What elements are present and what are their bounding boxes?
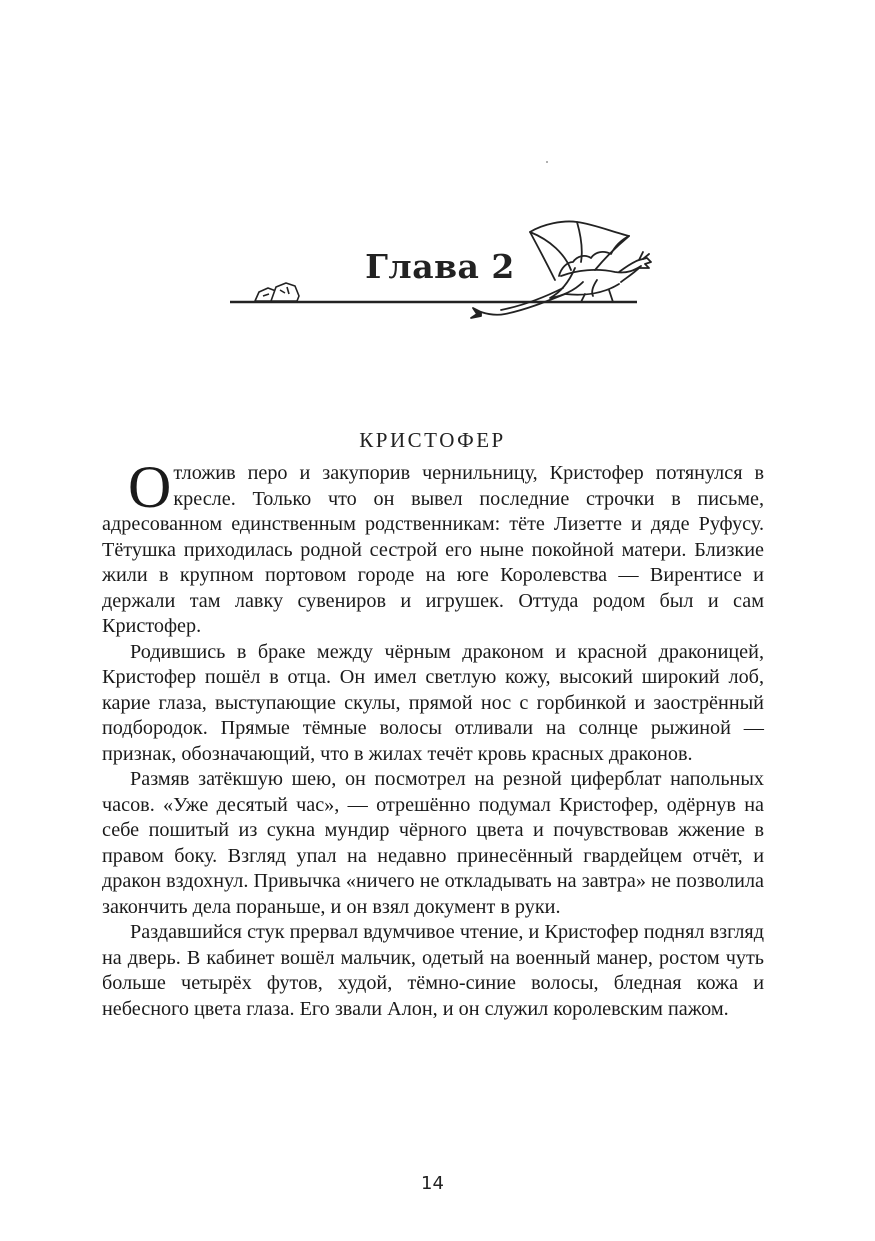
body-text [102, 454, 764, 1022]
stray-dot [546, 161, 548, 163]
chapter-character-heading: КРИСТОФЕР [359, 428, 506, 452]
drop-cap: О [128, 454, 172, 520]
paragraph: Раздавшийся стук прервал вдумчивое чтение, и Кристофер поднял взгляд на дверь. В кабинет вошёл мальчик, одетый на военный манер, ростом чуть больше четырёх футов, худой, тёмно-синие волосы, бледная кожа и небесного цвета глаза. Его звали Алон, и он служил королевским пажом. [102, 921, 764, 1020]
paragraph [102, 454, 764, 640]
paragraph-text: тложив перо и закупорив чернильницу, Кристофер потянулся в кресле. Только что он вывел последние строчки в письме, адресованном единственным родственникам: тёте Лизетте и дяде Руфусу. Тётушка приходилась родной сестрой его ныне покойной матери. Близкие жили в крупном портовом городе на юге Королевства — Вирентисе и держали там лавку сувениров и игрушек. Оттуда родом был и сам Кристофер. [102, 462, 764, 637]
paragraph: Размяв затёкшую шею, он посмотрел на резной циферблат напольных часов. «Уже десятый час», — отрешённо подумал Кристофер, одёрнув на себе пошитый из сукна мундир чёрного цвета и почувствовав жжение в правом боку. Взгляд упал на недавно принесённый гвардейцем отчёт, и дракон вздохнул. Привычка «ничего не откладывать на завтра» не позволила закончить дела пораньше, и он взял документ в руки. [102, 768, 764, 918]
chapter-title: Глава 2 [365, 247, 515, 286]
page-number: 14 [421, 1173, 444, 1194]
paragraph: Родившись в браке между чёрным драконом и красной драконицей, Кристофер пошёл в отца. Он имел светлую кожу, высокий широкий лоб, карие глаза, выступающие скулы, прямой нос с горбинкой и заострённый подбородок. Прямые тёмные волосы отливали на солнце рыжиной — признак, обозначающий, что в жилах течёт кровь красных драконов. [102, 640, 764, 765]
rocks-icon [255, 283, 299, 301]
